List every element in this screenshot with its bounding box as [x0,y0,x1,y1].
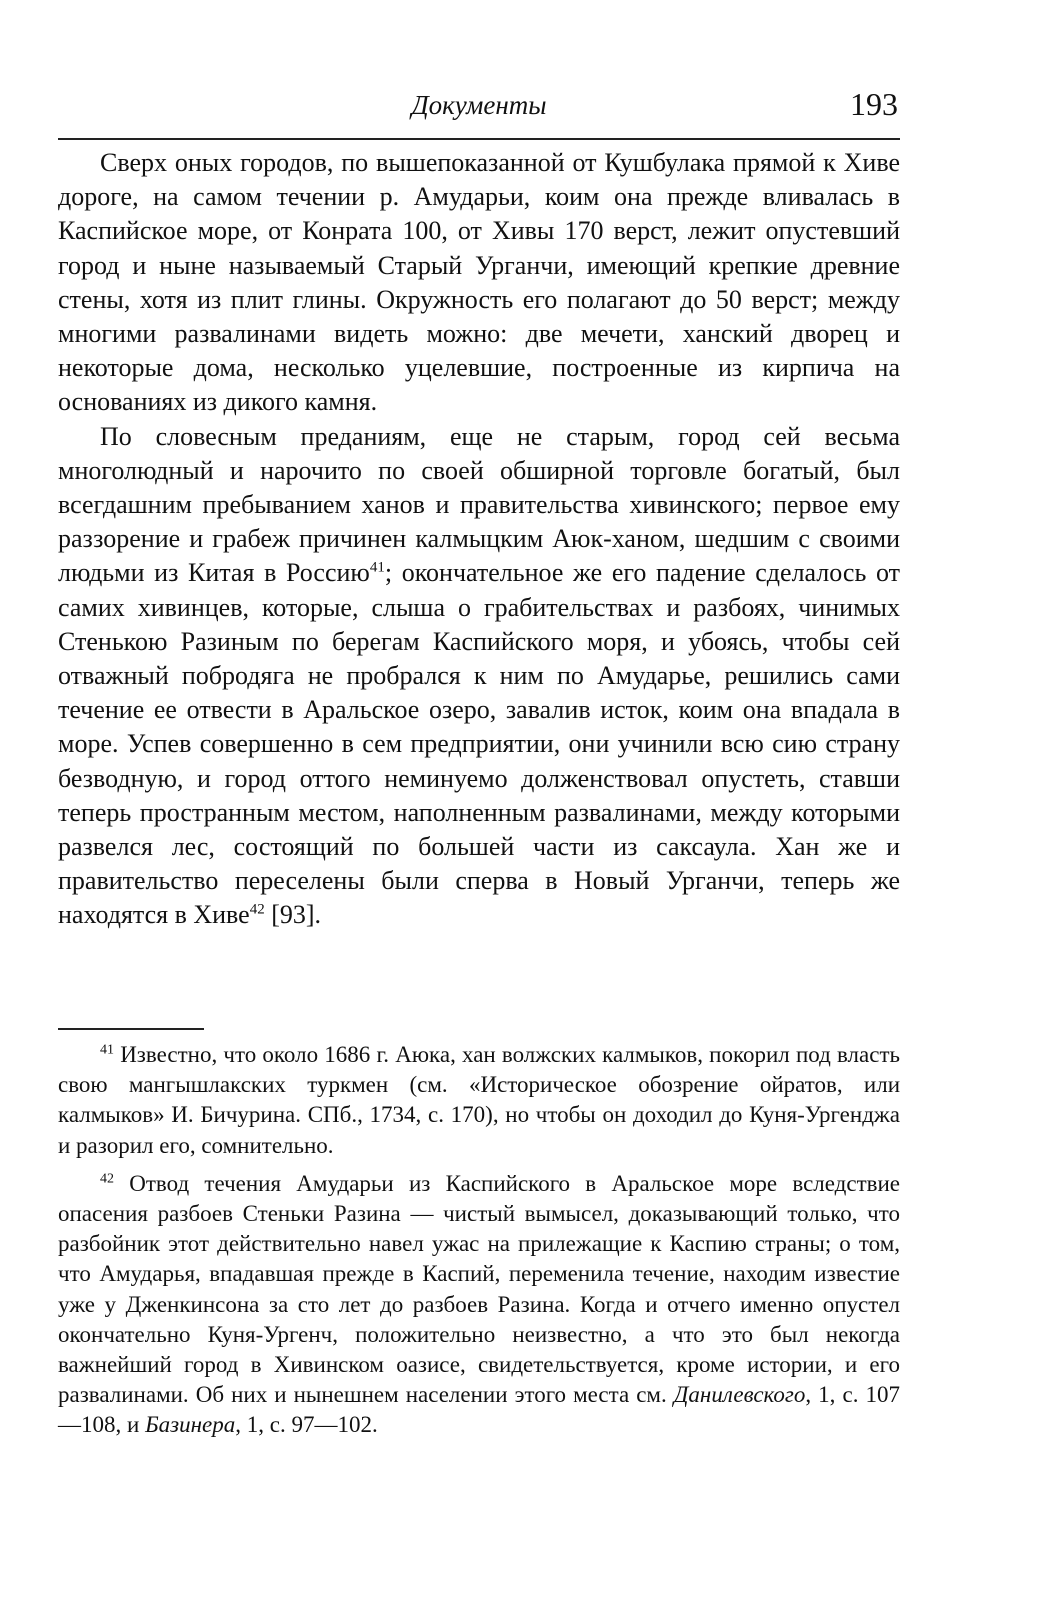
paragraph-2-text-c: [93]. [264,900,322,930]
footnote-42-author-1: Данилевского [673,1382,806,1408]
paragraph-2-text-b: ; окончательное же его падение сделалось от самих хивинцев, которые, слыша о грабительствах и разбоях, чинимых Стенькою Разиным по берегам Каспийского моря, и убоясь, чтобы сей отважный побродяга не пробрался к ним по Амударье, решились сами течение ее отвести в Аральское озеро, завалив исток, коим она впадала в море. Успев совершенно в сем предприятии, они учинили всю сию страну безводную, и город оттого неминуемо долженствовал опустеть, ставши теперь пространным местом, наполненным развалинами, между которыми развелся лес, состоящий по большей части из саксаула. Хан же и правительство переселены были сперва в Новый Урганчи, теперь же находятся в Хиве [58,558,900,930]
footnote-42-marker: 42 [100,1171,114,1187]
running-title: Документы [411,90,547,120]
main-text [58,146,900,933]
footnote-42-text-a: Отвод течения Амударьи из Каспийского в Аральское море вследствие опасения разбоев Стеньки Разина — чистый вымысел, доказывающий только, что разбойник этот действительно навел ужас на прилежащие к Каспию страны; о том, что Амударья, впадавшая прежде в Каспий, переменила течение, находим известие уже у Дженкинсона за сто лет до разбоев Разина. Когда и отчего именно опустел окончательно Куня-Ургенч, положительно неизвестно, а что это был некогда важнейший город в Хивинском оазисе, свидетельствуется, кроме истории, и его развалинами. Об них и нынешнем населении этого места см. [58,1170,900,1408]
paragraph-1: Сверх оных городов, по вышепоказанной от Кушбулака прямой к Хиве дороге, на самом течении р. Амударьи, коим она прежде вливалась в Каспийское море, от Конрата 100, от Хивы 170 верст, лежит опустевший город и ныне называемый Старый Урганчи, имеющий крепкие древние стены, хотя из плит глины. Окружность его полагают до 50 верст; между многими развалинами видеть можно: две мечети, ханский дворец и некоторые дома, несколько уцелевшие, построенные из кирпича на основаниях из дикого камня. [58,148,900,417]
footnote-ref-41: 41 [369,559,385,576]
footnotes [58,1040,900,1441]
footnote-ref-42: 42 [249,901,265,918]
paragraph-2 [58,420,900,933]
footnote-42-author-2: Базинера [145,1412,236,1438]
footnote-41-marker: 41 [100,1042,114,1058]
page-header [58,88,900,140]
footnote-42-text-c: , 1, с. 97—102. [235,1412,378,1438]
paragraph-2-text-a: По словесным преданиям, еще не старым, город сей весьма многолюдный и нарочито по своей обширной торговле богатый, был всегдашним пребыванием ханов и правительства хивинского; первое ему раззорение и грабеж причинен калмыцким Аюк-ханом, шедшим с своими людьми из Китая в Россию [58,421,900,588]
footnote-41 [58,1040,900,1161]
footnote-separator [58,1028,204,1030]
footnote-42 [58,1169,900,1441]
footnote-41-text: Известно, что около 1686 г. Аюка, хан волжских калмыков, покорил под власть свою мангышлакских туркмен (см. «Историческое обозрение ойратов, или калмыков» И. Бичурина. СПб., 1734, с. 170), но чтобы он доходил до Куня-Ургенджа и разорил его, сомнительно. [58,1042,900,1158]
page-number: 193 [850,86,898,122]
footnote-42-text-b: , 1, с. 107—108, и [58,1382,900,1438]
